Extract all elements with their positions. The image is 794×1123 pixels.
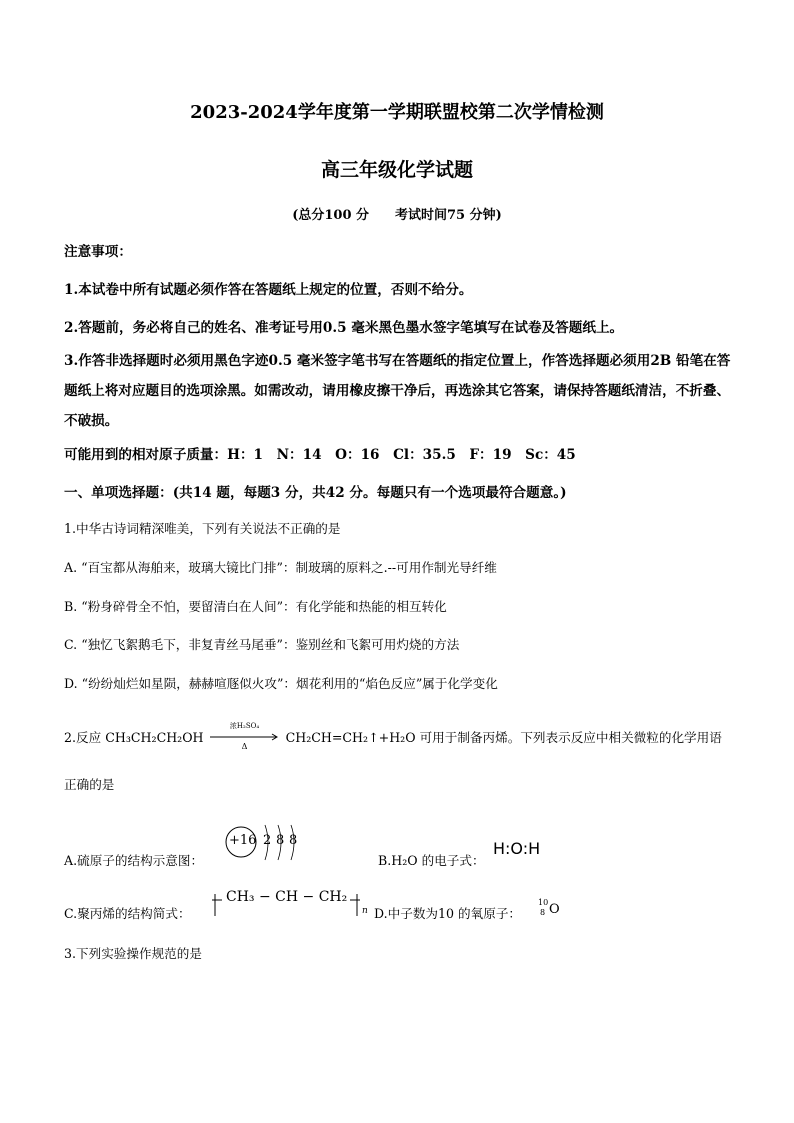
notice-item-2: 2.答题前，务必将自己的姓名、准考证号用0.5 毫米黑色墨水签字笔填写在试卷及答题纸上。 [64, 320, 624, 336]
isotope-symbol: O [549, 902, 560, 917]
polymer-repeat-unit: CH₃ − CH − CH₂ [226, 889, 348, 905]
q2-stem [64, 721, 722, 751]
q2-option-c: C.聚丙烯的结构简式： [64, 906, 191, 921]
atomic-masses: 可能用到的相对原子质量：H：1 N：14 O：16 Cl：35.5 F：19 Sc：45 [64, 447, 576, 463]
polymer-n: n [362, 906, 368, 916]
q1-option-d: D. “纷纷灿烂如星陨，赫赫喧豗似火攻”：烟花利用的“焰色反应”属于化学变化 [64, 676, 498, 691]
exam-subtitle: 高三年级化学试题 [320, 159, 473, 181]
q2-option-a: A.硫原子的结构示意图： [64, 853, 204, 868]
atom-shell-1: 2 [263, 833, 272, 848]
reaction-condition-top: 浓H₂SO₄ [229, 721, 260, 730]
exam-title: 2023-2024学年度第一学期联盟校第二次学情检测 [190, 102, 604, 123]
atom-nucleus: +16 [229, 833, 257, 848]
reaction-condition-bottom: Δ [241, 741, 248, 751]
section-heading: 一、单项选择题：(共14 题，每题3 分，共42 分。每题只有一个选项最符合题意。) [64, 485, 567, 501]
q2-rest: 可用于制备丙烯。下列表示反应中相关微粒的化学用语 [419, 730, 722, 745]
q1-option-a: A. “百宝都从海舶来，玻璃大镜比门排”：制玻璃的原料之.--可用作制光导纤维 [64, 560, 497, 575]
notice-heading: 注意事项： [64, 244, 132, 260]
q1-option-c: C. “独忆飞絮鹅毛下，非复青丝马尾垂”：鉴别丝和飞絮可用灼烧的方法 [64, 637, 460, 652]
q3-stem: 3.下列实验操作规范的是 [64, 946, 202, 961]
atom-shell-3: 8 [289, 833, 298, 848]
q2-stem-line2: 正确的是 [64, 777, 115, 792]
h2o-lewis-structure: H:O:H [493, 839, 541, 858]
q2-prefix: 2.反应 [64, 730, 102, 745]
exam-meta: (总分100 分 考试时间75 分钟) [292, 208, 502, 223]
notice-item-3: 3.作答非选择题时必须用黑色字迹0.5 毫米签字笔书写在答题纸的指定位置上，作答选择题必须用2B 铅笔在答题纸上将对应题目的选项涂黑。如需改动，请用橡皮擦干净后，再选涂其它答案，请保持答题纸清洁，不折叠、不破损。 [64, 353, 731, 429]
q2-option-b: B.H₂O 的电子式： [378, 853, 485, 868]
sulfur-atom-diagram [225, 820, 315, 874]
polypropylene-formula [212, 886, 368, 926]
q2-option-d: D.中子数为10 的氧原子： [374, 906, 522, 921]
notice-item-1: 1.本试卷中所有试题必须作答在答题纸上规定的位置，否则不给分。 [64, 282, 473, 298]
q2-product: CH₂CH=CH₂↑+H₂O [285, 730, 416, 745]
arrow-icon [210, 733, 280, 741]
isotope-mass-number: 10 [538, 898, 549, 907]
q1-stem: 1.中华古诗词精深唯美，下列有关说法不正确的是 [64, 521, 341, 536]
q2-reactant: CH₃CH₂CH₂OH [105, 730, 204, 745]
reaction-arrow [210, 721, 280, 751]
atom-shell-2: 8 [276, 833, 285, 848]
q1-option-b: B. “粉身碎骨全不怕，要留清白在人间”：有化学能和热能的相互转化 [64, 599, 447, 614]
isotope-atomic-number: 8 [540, 908, 546, 917]
